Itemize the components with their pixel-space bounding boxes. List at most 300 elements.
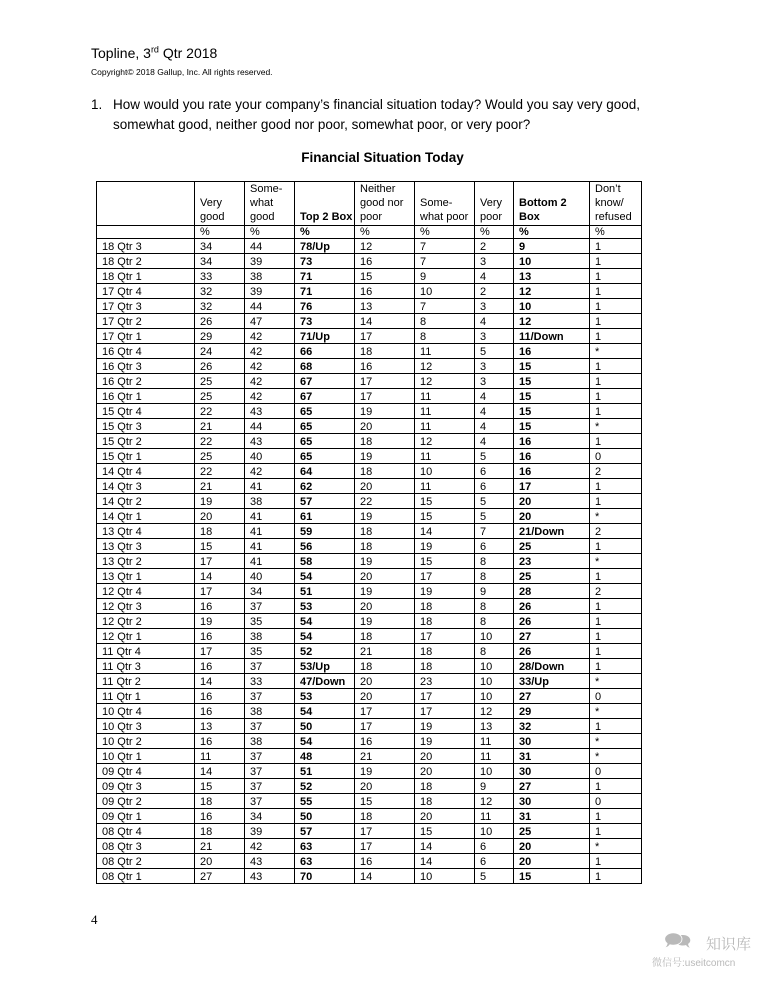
- table-cell: 12: [415, 374, 475, 389]
- table-cell: 18: [195, 524, 245, 539]
- table-cell: 5: [475, 869, 514, 884]
- table-cell: 31: [514, 809, 590, 824]
- table-cell: 10: [475, 824, 514, 839]
- table-cell: 1: [590, 269, 642, 284]
- table-cell: 54: [295, 704, 355, 719]
- table-cell: 34: [245, 809, 295, 824]
- table-cell: 28: [514, 584, 590, 599]
- table-cell: 15: [415, 554, 475, 569]
- table-row: [97, 704, 642, 719]
- table-cell: %: [415, 226, 475, 239]
- table-cell: %: [295, 226, 355, 239]
- table-cell: 42: [245, 839, 295, 854]
- table-cell: 20: [355, 674, 415, 689]
- table-cell: 37: [245, 659, 295, 674]
- table-cell: 1: [590, 374, 642, 389]
- table-cell: *: [590, 704, 642, 719]
- table-cell: 44: [245, 239, 295, 254]
- table-cell: 19: [355, 554, 415, 569]
- table-cell: 1: [590, 404, 642, 419]
- table-cell: 21: [355, 749, 415, 764]
- table-cell: 16 Qtr 4: [97, 344, 195, 359]
- table-row: [97, 689, 642, 704]
- table-cell: 10: [475, 659, 514, 674]
- table-cell: 1: [590, 599, 642, 614]
- table-cell: 34: [195, 254, 245, 269]
- table-cell: [97, 226, 195, 239]
- table-cell: 54: [295, 629, 355, 644]
- table-cell: 15: [195, 779, 245, 794]
- table-cell: 10: [475, 689, 514, 704]
- table-cell: 12: [475, 794, 514, 809]
- table-cell: Bottom 2 Box: [514, 182, 590, 226]
- table-row: [97, 674, 642, 689]
- question-block: [91, 95, 691, 135]
- table-row: [97, 329, 642, 344]
- table-cell: 42: [245, 464, 295, 479]
- table-cell: 14 Qtr 4: [97, 464, 195, 479]
- table-cell: 11: [415, 389, 475, 404]
- table-cell: 17: [355, 374, 415, 389]
- table-cell: 12: [355, 239, 415, 254]
- table-cell: 53: [295, 599, 355, 614]
- table-cell: 16: [195, 599, 245, 614]
- table-cell: 26: [514, 599, 590, 614]
- table-cell: 31: [514, 749, 590, 764]
- table-cell: 11: [475, 734, 514, 749]
- table-cell: 65: [295, 449, 355, 464]
- table-cell: Neither good nor poor: [355, 182, 415, 226]
- table-cell: 19: [355, 764, 415, 779]
- table-cell: 41: [245, 509, 295, 524]
- table-cell: 33: [195, 269, 245, 284]
- table-cell: 25: [514, 569, 590, 584]
- table-cell: 15 Qtr 4: [97, 404, 195, 419]
- table-cell: 10: [475, 764, 514, 779]
- table-cell: 19: [415, 719, 475, 734]
- table-cell: 37: [245, 764, 295, 779]
- table-row: [97, 734, 642, 749]
- table-cell: 15: [415, 509, 475, 524]
- table-cell: 6: [475, 479, 514, 494]
- table-cell: 21: [355, 644, 415, 659]
- table-cell: 30: [514, 794, 590, 809]
- table-cell: 5: [475, 509, 514, 524]
- table-cell: 17: [355, 704, 415, 719]
- table-cell: 43: [245, 434, 295, 449]
- table-header-row: [97, 182, 642, 226]
- table-cell: 19: [195, 494, 245, 509]
- table-cell: 11 Qtr 4: [97, 644, 195, 659]
- table-cell: 51: [295, 584, 355, 599]
- table-cell: 16: [355, 284, 415, 299]
- table-cell: 1: [590, 869, 642, 884]
- table-cell: 11 Qtr 2: [97, 674, 195, 689]
- table-cell: 18: [415, 599, 475, 614]
- table-cell: 34: [195, 239, 245, 254]
- table-cell: 14: [195, 674, 245, 689]
- table-cell: 32: [195, 284, 245, 299]
- table-cell: 21: [195, 839, 245, 854]
- table-cell: 16: [195, 629, 245, 644]
- table-cell: 6: [475, 464, 514, 479]
- page-number: 4: [91, 912, 98, 927]
- table-cell: %: [475, 226, 514, 239]
- table-cell: 58: [295, 554, 355, 569]
- table-cell: 6: [475, 854, 514, 869]
- table-cell: 16 Qtr 3: [97, 359, 195, 374]
- table-cell: 20: [415, 749, 475, 764]
- table-cell: 3: [475, 299, 514, 314]
- table-cell: 10 Qtr 3: [97, 719, 195, 734]
- table-percent-row: [97, 226, 642, 239]
- table-row: [97, 449, 642, 464]
- table-cell: 18: [355, 524, 415, 539]
- table-cell: 1: [590, 659, 642, 674]
- table-cell: 9: [475, 584, 514, 599]
- table-cell: 16: [514, 464, 590, 479]
- table-cell: 10 Qtr 1: [97, 749, 195, 764]
- table-cell: 12 Qtr 2: [97, 614, 195, 629]
- table-cell: 26: [195, 314, 245, 329]
- table-cell: 42: [245, 329, 295, 344]
- table-cell: 18: [415, 644, 475, 659]
- table-cell: 64: [295, 464, 355, 479]
- table-cell: 11 Qtr 3: [97, 659, 195, 674]
- table-cell: 27: [195, 869, 245, 884]
- table-cell: *: [590, 734, 642, 749]
- table-cell: 10: [415, 284, 475, 299]
- table-cell: 48: [295, 749, 355, 764]
- table-cell: 13: [514, 269, 590, 284]
- table-cell: 17: [195, 584, 245, 599]
- table-cell: 25: [514, 824, 590, 839]
- table-cell: 17: [355, 719, 415, 734]
- table-cell: 1: [590, 299, 642, 314]
- table-cell: 16: [355, 734, 415, 749]
- table-cell: 44: [245, 299, 295, 314]
- table-cell: 12 Qtr 1: [97, 629, 195, 644]
- table-cell: 14: [355, 869, 415, 884]
- table-cell: 18 Qtr 3: [97, 239, 195, 254]
- table-cell: 2: [590, 524, 642, 539]
- table-cell: Don’t know/ refused: [590, 182, 642, 226]
- table-row: [97, 554, 642, 569]
- table-cell: 8: [415, 314, 475, 329]
- table-row: [97, 464, 642, 479]
- table-cell: 17 Qtr 1: [97, 329, 195, 344]
- table-cell: 11: [415, 479, 475, 494]
- table-cell: 21/Down: [514, 524, 590, 539]
- table-cell: 10: [514, 299, 590, 314]
- table-cell: 38: [245, 269, 295, 284]
- table-cell: 4: [475, 434, 514, 449]
- table-cell: 54: [295, 614, 355, 629]
- table-cell: 8: [415, 329, 475, 344]
- table-cell: 73: [295, 314, 355, 329]
- table-cell: 1: [590, 539, 642, 554]
- table-row: [97, 854, 642, 869]
- table-cell: 0: [590, 794, 642, 809]
- table-row: [97, 839, 642, 854]
- table-row: [97, 299, 642, 314]
- table-cell: 14 Qtr 2: [97, 494, 195, 509]
- table-cell: *: [590, 749, 642, 764]
- table-cell: Some- what poor: [415, 182, 475, 226]
- table-cell: 19: [415, 539, 475, 554]
- table-cell: 20: [355, 689, 415, 704]
- table-cell: 08 Qtr 2: [97, 854, 195, 869]
- table-cell: 4: [475, 269, 514, 284]
- table-cell: 5: [475, 344, 514, 359]
- table-cell: %: [514, 226, 590, 239]
- table-cell: 18: [415, 659, 475, 674]
- table-row: [97, 509, 642, 524]
- table-cell: 42: [245, 359, 295, 374]
- table-cell: 7: [415, 239, 475, 254]
- table-cell: 47: [245, 314, 295, 329]
- table-cell: 20: [514, 854, 590, 869]
- table-row: [97, 614, 642, 629]
- table-cell: 18: [355, 629, 415, 644]
- table-cell: 1: [590, 614, 642, 629]
- table-cell: *: [590, 344, 642, 359]
- table-cell: 29: [514, 704, 590, 719]
- table-cell: 26: [514, 644, 590, 659]
- table-cell: 13: [475, 719, 514, 734]
- table-cell: 11: [415, 449, 475, 464]
- table-cell: 2: [475, 284, 514, 299]
- table-cell: 55: [295, 794, 355, 809]
- table-cell: 16: [514, 449, 590, 464]
- table-cell: 25: [514, 539, 590, 554]
- table-cell: 10 Qtr 4: [97, 704, 195, 719]
- table-cell: 2: [590, 584, 642, 599]
- table-cell: 25: [195, 389, 245, 404]
- table-cell: 12: [514, 314, 590, 329]
- table-cell: 20: [355, 779, 415, 794]
- table-cell: %: [245, 226, 295, 239]
- table-cell: 38: [245, 629, 295, 644]
- table-cell: 70: [295, 869, 355, 884]
- table-cell: 5: [475, 449, 514, 464]
- table-row: [97, 374, 642, 389]
- table-cell: 15: [355, 269, 415, 284]
- table-cell: 16: [355, 254, 415, 269]
- table-cell: 1: [590, 284, 642, 299]
- table-cell: 15: [514, 359, 590, 374]
- table-cell: 37: [245, 719, 295, 734]
- table-cell: 12 Qtr 3: [97, 599, 195, 614]
- table-row: [97, 524, 642, 539]
- table-row: [97, 584, 642, 599]
- table-row: [97, 284, 642, 299]
- table-row: [97, 569, 642, 584]
- table-cell: 23: [415, 674, 475, 689]
- table-row: [97, 254, 642, 269]
- table-cell: Very poor: [475, 182, 514, 226]
- table-cell: 26: [514, 614, 590, 629]
- table-cell: 10: [415, 464, 475, 479]
- table-cell: 16: [195, 704, 245, 719]
- table-cell: 12: [415, 359, 475, 374]
- table-cell: 10: [514, 254, 590, 269]
- table-cell: 22: [355, 494, 415, 509]
- table-cell: 35: [245, 644, 295, 659]
- table-cell: 40: [245, 449, 295, 464]
- table-cell: 11: [415, 419, 475, 434]
- table-row: [97, 239, 642, 254]
- table-cell: 3: [475, 329, 514, 344]
- copyright-notice: Copyright© 2018 Gallup, Inc. All rights reserved.: [91, 67, 273, 77]
- table-cell: 17: [355, 824, 415, 839]
- table-cell: 22: [195, 434, 245, 449]
- table-cell: 15: [514, 404, 590, 419]
- table-cell: 18: [415, 614, 475, 629]
- table-cell: 15: [415, 824, 475, 839]
- table-cell: Very good: [195, 182, 245, 226]
- table-cell: %: [195, 226, 245, 239]
- table-cell: 71: [295, 284, 355, 299]
- table-cell: 22: [195, 404, 245, 419]
- table-cell: 14: [415, 854, 475, 869]
- table-cell: 13: [195, 719, 245, 734]
- table-cell: 15: [514, 389, 590, 404]
- table-cell: 1: [590, 254, 642, 269]
- table-cell: 51: [295, 764, 355, 779]
- table-cell: 11/Down: [514, 329, 590, 344]
- table-cell: 1: [590, 434, 642, 449]
- table-cell: 18: [415, 794, 475, 809]
- table-cell: 18: [355, 659, 415, 674]
- table-cell: 1: [590, 479, 642, 494]
- table-cell: 09 Qtr 2: [97, 794, 195, 809]
- table-cell: 16: [195, 809, 245, 824]
- table-cell: 09 Qtr 3: [97, 779, 195, 794]
- table-cell: 20: [415, 809, 475, 824]
- table-cell: 10 Qtr 2: [97, 734, 195, 749]
- table-cell: *: [590, 674, 642, 689]
- table-cell: 16 Qtr 2: [97, 374, 195, 389]
- table-cell: 19: [355, 614, 415, 629]
- table-cell: 27: [514, 629, 590, 644]
- table-cell: %: [355, 226, 415, 239]
- table-cell: 29: [195, 329, 245, 344]
- table-row: [97, 824, 642, 839]
- table-cell: 76: [295, 299, 355, 314]
- table-cell: 0: [590, 449, 642, 464]
- table-cell: 1: [590, 359, 642, 374]
- table-cell: 37: [245, 779, 295, 794]
- table-cell: 9: [514, 239, 590, 254]
- table-cell: 47/Down: [295, 674, 355, 689]
- table-cell: 50: [295, 809, 355, 824]
- table-cell: 50: [295, 719, 355, 734]
- table-cell: 57: [295, 824, 355, 839]
- table-cell: 19: [355, 449, 415, 464]
- table-row: [97, 629, 642, 644]
- table-cell: 53/Up: [295, 659, 355, 674]
- table-cell: 25: [195, 374, 245, 389]
- table-cell: 20: [514, 839, 590, 854]
- table-cell: 42: [245, 374, 295, 389]
- table-cell: 52: [295, 779, 355, 794]
- table-cell: 16: [355, 359, 415, 374]
- table-cell: 2: [590, 464, 642, 479]
- table-cell: 27: [514, 689, 590, 704]
- table-cell: 19: [415, 584, 475, 599]
- table-cell: 18: [355, 344, 415, 359]
- table-row: [97, 659, 642, 674]
- table-cell: 38: [245, 494, 295, 509]
- table-cell: 35: [245, 614, 295, 629]
- table-cell: 18 Qtr 1: [97, 269, 195, 284]
- table-cell: 11: [195, 749, 245, 764]
- table-cell: 14: [355, 314, 415, 329]
- table-cell: 1: [590, 719, 642, 734]
- table-cell: 1: [590, 569, 642, 584]
- table-row: [97, 389, 642, 404]
- table-cell: 20: [195, 854, 245, 869]
- table-cell: 0: [590, 689, 642, 704]
- table-cell: 17: [415, 569, 475, 584]
- table-cell: 1: [590, 824, 642, 839]
- table-cell: 1: [590, 809, 642, 824]
- table-cell: 8: [475, 569, 514, 584]
- table-cell: 54: [295, 569, 355, 584]
- table-cell: 17: [195, 554, 245, 569]
- table-cell: 62: [295, 479, 355, 494]
- table-cell: 20: [415, 764, 475, 779]
- table-cell: 4: [475, 419, 514, 434]
- table-cell: 12: [475, 704, 514, 719]
- table-cell: 59: [295, 524, 355, 539]
- table-cell: 4: [475, 389, 514, 404]
- table-cell: 39: [245, 254, 295, 269]
- table-cell: 43: [245, 404, 295, 419]
- table-row: [97, 749, 642, 764]
- table-cell: 16: [195, 734, 245, 749]
- table-cell: 12: [514, 284, 590, 299]
- table-cell: 9: [475, 779, 514, 794]
- table-cell: 20: [514, 494, 590, 509]
- table-cell: 78/Up: [295, 239, 355, 254]
- table-cell: 13: [355, 299, 415, 314]
- table-cell: 0: [590, 764, 642, 779]
- table-cell: 14: [415, 839, 475, 854]
- table-cell: 1: [590, 314, 642, 329]
- table-cell: 18 Qtr 2: [97, 254, 195, 269]
- table-cell: 19: [355, 404, 415, 419]
- table-cell: 20: [195, 509, 245, 524]
- table-cell: 53: [295, 689, 355, 704]
- table-cell: 15: [514, 869, 590, 884]
- table-cell: 8: [475, 644, 514, 659]
- table-cell: 15: [514, 419, 590, 434]
- table-cell: 1: [590, 854, 642, 869]
- table-cell: 17: [415, 689, 475, 704]
- table-cell: 41: [245, 539, 295, 554]
- table-cell: 08 Qtr 1: [97, 869, 195, 884]
- table-cell: 13 Qtr 2: [97, 554, 195, 569]
- table-cell: 43: [245, 869, 295, 884]
- table-cell: 17 Qtr 2: [97, 314, 195, 329]
- table-cell: 17: [355, 389, 415, 404]
- document-title: Topline, 3rd Qtr 2018: [91, 44, 218, 61]
- table-cell: 16: [195, 689, 245, 704]
- table-cell: 16: [195, 659, 245, 674]
- table-cell: 17: [415, 629, 475, 644]
